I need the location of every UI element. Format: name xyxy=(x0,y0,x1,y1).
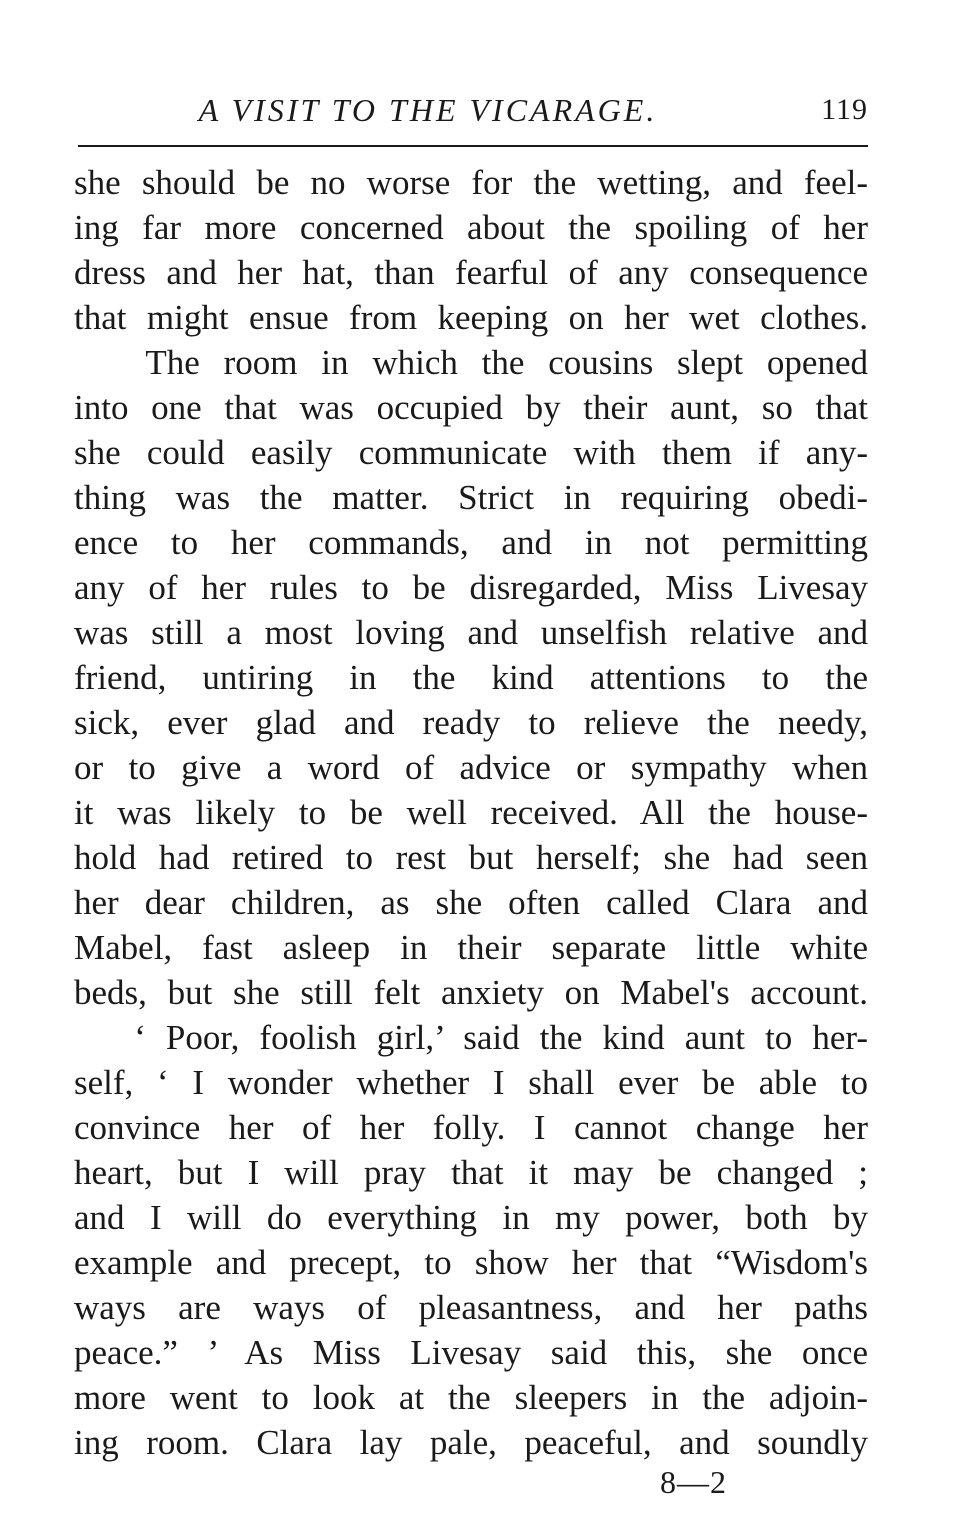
text-line: or to give a word of advice or sympathy when xyxy=(74,748,868,787)
page-number: 119 xyxy=(821,93,868,126)
signature-mark: 8—2 xyxy=(660,1464,727,1500)
text-line: The room in which the cousins slept opened xyxy=(74,343,868,382)
text-line: it was likely to be well received. All the house- xyxy=(74,793,868,832)
text-line: heart, but I will pray that it may be changed ; xyxy=(74,1153,868,1192)
text-line: into one that was occupied by their aunt, so that xyxy=(74,388,868,427)
text-line: sick, ever glad and ready to relieve the needy, xyxy=(74,703,868,742)
running-head xyxy=(78,88,868,132)
body-text xyxy=(74,160,868,1465)
text-line: she should be no worse for the wetting, and feel- xyxy=(74,163,868,202)
text-line: thing was the matter. Strict in requiring obedi- xyxy=(74,478,868,517)
text-line: more went to look at the sleepers in the adjoin- xyxy=(74,1378,868,1417)
running-title: A VISIT TO THE VICARAGE. xyxy=(198,92,658,128)
text-line: ing far more concerned about the spoiling of her xyxy=(74,208,868,247)
text-line: self, ‘ I wonder whether I shall ever be able to xyxy=(74,1063,868,1102)
text-line: beds, but she still felt anxiety on Mabel's account. xyxy=(74,973,868,1012)
text-line: hold had retired to rest but herself; she had seen xyxy=(74,838,868,877)
text-line: Mabel, fast asleep in their separate little white xyxy=(74,928,868,967)
text-line: that might ensue from keeping on her wet clothes. xyxy=(74,298,868,337)
header-rule xyxy=(78,145,868,147)
text-line: friend, untiring in the kind attentions to the xyxy=(74,658,868,697)
text-line: she could easily communicate with them if any- xyxy=(74,433,868,472)
text-line: ‘ Poor, foolish girl,’ said the kind aunt to her- xyxy=(74,1018,868,1057)
text-line: her dear children, as she often called Clara and xyxy=(74,883,868,922)
text-line: dress and her hat, than fearful of any consequence xyxy=(74,253,868,292)
text-line: ways are ways of pleasantness, and her paths xyxy=(74,1288,868,1327)
text-line: peace.” ’ As Miss Livesay said this, she once xyxy=(74,1333,868,1372)
text-line: ence to her commands, and in not permitting xyxy=(74,523,868,562)
text-line: example and precept, to show her that “Wisdom's xyxy=(74,1243,868,1282)
text-line: was still a most loving and unselfish relative and xyxy=(74,613,868,652)
text-line: any of her rules to be disregarded, Miss Livesay xyxy=(74,568,868,607)
text-line: ing room. Clara lay pale, peaceful, and soundly xyxy=(74,1423,868,1462)
text-line: and I will do everything in my power, both by xyxy=(74,1198,868,1237)
text-line: convince her of her folly. I cannot change her xyxy=(74,1108,868,1147)
